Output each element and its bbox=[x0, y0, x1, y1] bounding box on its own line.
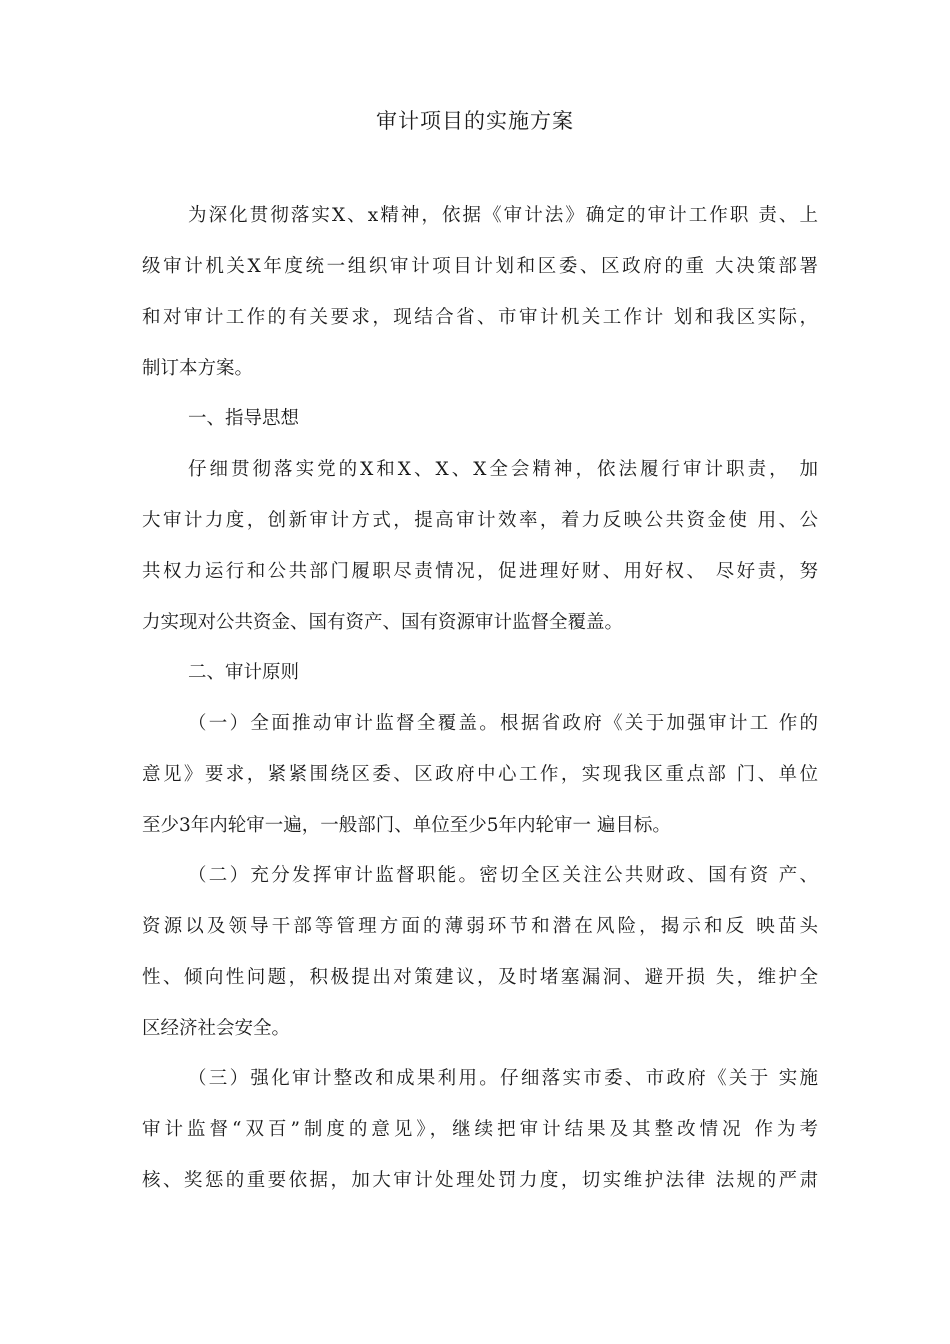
paragraph-line: 意见》要求，紧紧围绕区委、区政府中心工作，实现我区重点部 门、单位 bbox=[142, 764, 818, 785]
paragraph-line: 至少3年内轮审一遍，一般部门、单位至少5年内轮审一 遍目标。 bbox=[142, 815, 671, 836]
paragraph-line: 审计监督“双百”制度的意见》，继续把审计结果及其整改情况 作为考 bbox=[142, 1119, 818, 1140]
section-heading: 一、指导思想 bbox=[188, 408, 300, 429]
paragraph-line: （一）全面推动审计监督全覆盖。根据省政府《关于加强审计工 作的 bbox=[188, 713, 818, 734]
paragraph-line: 级审计机关X年度统一组织审计项目计划和区委、区政府的重 大决策部署 bbox=[142, 256, 818, 277]
paragraph-line: 共权力运行和公共部门履职尽责情况，促进理好财、用好权、 尽好责，努 bbox=[142, 561, 818, 582]
paragraph-line: 为深化贯彻落实X、x精神，依据《审计法》确定的审计工作职 责、上 bbox=[188, 205, 818, 226]
section-heading: 二、审计原则 bbox=[188, 662, 300, 683]
paragraph-line: 力实现对公共资金、国有资产、国有资源审计监督全覆盖。 bbox=[142, 612, 624, 633]
paragraph-line: 性、倾向性问题，积极提出对策建议，及时堵塞漏洞、避开损 失，维护全 bbox=[142, 967, 818, 988]
paragraph-line: （三）强化审计整改和成果利用。仔细落实市委、市政府《关于 实施 bbox=[188, 1068, 818, 1089]
paragraph-line: 资源以及领导干部等管理方面的薄弱环节和潜在风险，揭示和反 映苗头 bbox=[142, 916, 818, 937]
paragraph-line: 区经济社会安全。 bbox=[142, 1018, 291, 1039]
document-title: 审计项目的实施方案 bbox=[376, 109, 574, 133]
paragraph-line: （二）充分发挥审计监督职能。密切全区关注公共财政、国有资 产、 bbox=[188, 865, 818, 886]
paragraph-line: 仔细贯彻落实党的X和X、X、X全会精神，依法履行审计职责， 加 bbox=[188, 459, 818, 480]
paragraph-line: 制订本方案。 bbox=[142, 358, 254, 379]
paragraph-line: 大审计力度，创新审计方式，提高审计效率，着力反映公共资金使 用、公 bbox=[142, 510, 818, 531]
paragraph-line: 核、奖惩的重要依据，加大审计处理处罚力度，切实维护法律 法规的严肃 bbox=[142, 1170, 818, 1191]
paragraph-line: 和对审计工作的有关要求，现结合省、市审计机关工作计 划和我区实际， bbox=[142, 307, 818, 328]
